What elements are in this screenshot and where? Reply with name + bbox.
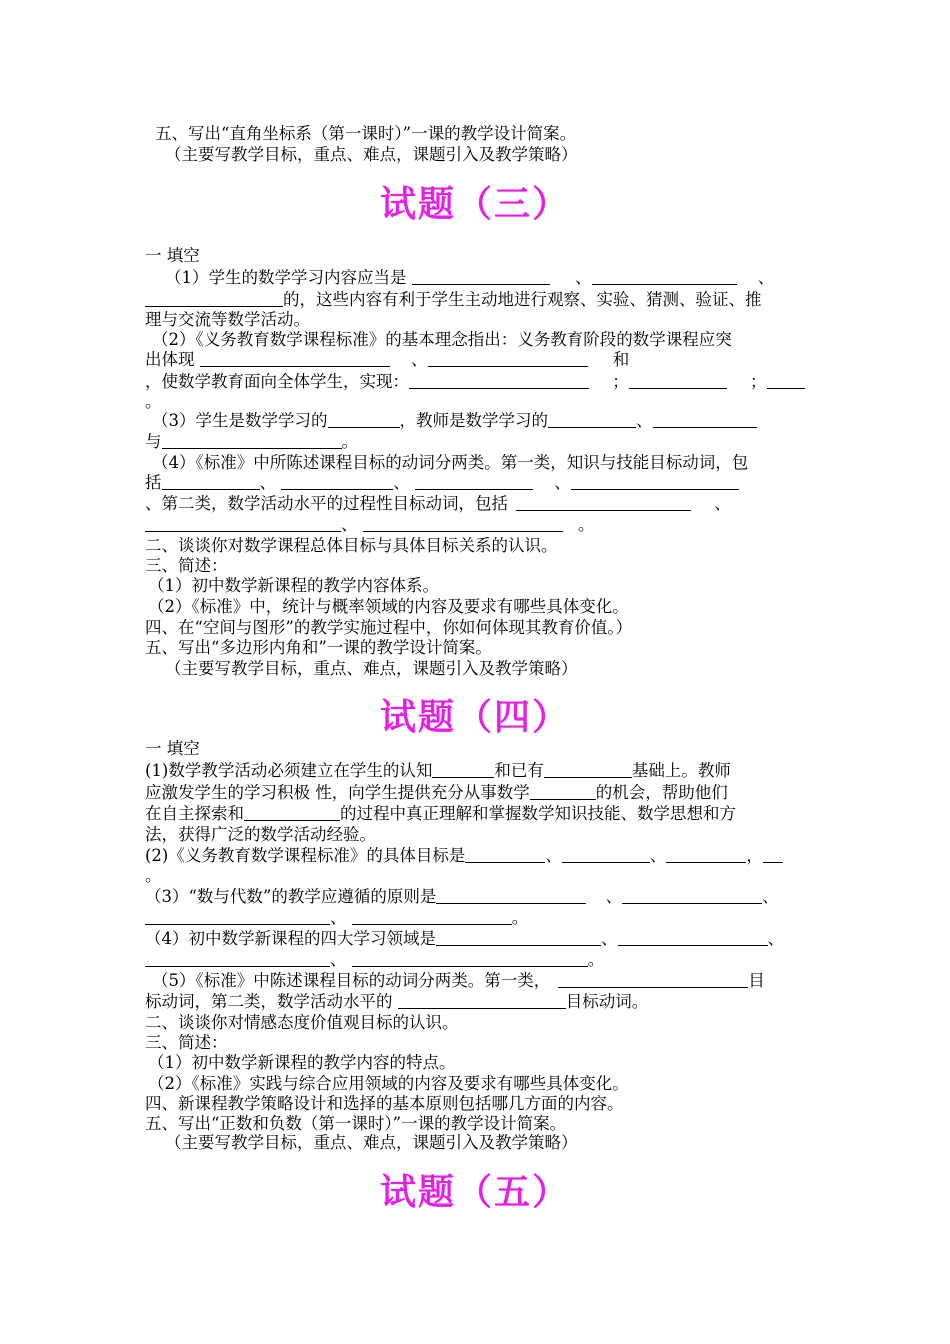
blank[interactable] [465, 846, 545, 863]
blank[interactable] [548, 411, 636, 428]
blank[interactable] [516, 494, 691, 511]
exam3-fill1-line2: 的，这些内容有利于学生主动地进行观察、实验、猜测、验证、推 [145, 290, 762, 310]
exam3-title: 试题（三） [379, 184, 570, 225]
blank[interactable] [592, 268, 737, 285]
exam4-fill2-line2: 。 [145, 866, 162, 885]
exam3-section4: 四、在“空间与图形”的教学实施过程中，你如何体现其教育价值。） [145, 618, 633, 637]
blank[interactable] [666, 846, 746, 863]
blank[interactable] [562, 846, 650, 863]
exam3-section1-heading: 一 填空 [145, 246, 200, 265]
blank[interactable] [145, 515, 341, 532]
exam4-section1-heading: 一 填空 [145, 739, 200, 758]
exam3-fill4-line2: 括 、 、 、 [145, 473, 739, 493]
exam3-fill2-line3: ，使数学教育面向全体学生，实现： ； ； [145, 372, 805, 392]
exam3-fill2-line2: 出体现 、 和 [145, 350, 630, 369]
blank[interactable] [244, 804, 340, 821]
blank[interactable] [162, 473, 260, 490]
blank[interactable] [352, 950, 588, 967]
exam3-section3: 三、简述： [145, 556, 228, 575]
exam3-section3-item2: （2）《标准》中，统计与概率领域的内容及要求有哪些具体变化。 [148, 597, 629, 616]
blank[interactable] [412, 268, 550, 285]
blank[interactable] [352, 908, 512, 925]
exam3-section3-item1: （1）初中数学新课程的教学内容体系。 [148, 576, 439, 595]
exam4-title: 试题（四） [379, 697, 570, 738]
blank[interactable] [763, 846, 783, 863]
blank[interactable] [145, 908, 330, 925]
exam4-fill1-line3: 在自主探索和 的过程中真正理解和掌握数学知识技能、数学思想和方 [145, 804, 736, 823]
q5-heading: 五、写出“直角坐标系（第一课时）”一课的教学设计简案。 [155, 124, 577, 143]
blank[interactable] [363, 515, 563, 532]
blank[interactable] [653, 411, 757, 428]
blank[interactable] [328, 411, 400, 428]
exam3-fill3-line2: 与 。 [145, 432, 358, 451]
exam3-section5: 五、写出“多边形内角和”一课的教学设计简案。 [145, 638, 492, 657]
blank[interactable] [622, 887, 762, 904]
blank[interactable] [162, 432, 342, 449]
exam3-fill3-line1: （3）学生是数学学习的 ，教师是数学学习的 、 [152, 411, 757, 431]
blank[interactable] [145, 950, 330, 967]
blank[interactable] [571, 473, 739, 490]
exam3-fill1-line3: 理与交流等数学活动。 [145, 310, 310, 329]
exam3-fill2-line4: 。 [145, 392, 162, 411]
exam3-fill2-line1: （2）《义务教育数学课程标准》的基本理念指出：义务教育阶段的数学课程应突 [152, 330, 732, 349]
blank[interactable] [530, 783, 596, 800]
exam3-note: （主要写教学目标，重点、难点，课题引入及教学策略） [165, 659, 578, 678]
exam4-fill3-line1: （3）“数与代数”的教学应遵循的原则是 、 、 [145, 887, 779, 906]
blank[interactable] [200, 350, 390, 367]
exam4-section2: 二、谈谈你对情感态度价值观目标的认识。 [145, 1013, 459, 1032]
blank[interactable] [767, 372, 805, 389]
exam4-fill4-line2: 、 。 [145, 950, 604, 970]
exam4-fill1-line2: 应激发学生的学习积极 性，向学生提供充分从事数学 的机会，帮助他们 [145, 783, 728, 802]
exam3-fill4-line4: 、 。 [145, 515, 595, 535]
exam3-section2: 二、谈谈你对数学课程总体目标与具体目标关系的认识。 [145, 536, 558, 555]
blank[interactable] [432, 761, 494, 778]
exam4-fill3-line2: 、 。 [145, 908, 528, 928]
exam4-fill5-line2: 标动词，第二类，数学活动水平的 目标动词。 [145, 992, 649, 1011]
exam4-fill1-line1: (1)数学教学活动必须建立在学生的认知 和已有 基础上。教师 [145, 761, 731, 780]
blank[interactable] [281, 473, 393, 490]
exam4-fill5-line1: （5）《标准》中陈述课程目标的动词分两类。第一类， 目 [152, 971, 765, 990]
blank[interactable] [398, 992, 566, 1009]
blank[interactable] [618, 929, 768, 946]
blank[interactable] [145, 290, 283, 307]
exam4-note: （主要写教学目标，重点、难点，课题引入及教学策略） [165, 1133, 578, 1152]
blank[interactable] [629, 372, 727, 389]
blank[interactable] [428, 350, 588, 367]
exam4-fill4-line1: （4）初中数学新课程的四大学习领域是 、 、 [145, 929, 784, 948]
blank[interactable] [436, 887, 586, 904]
exam5-title: 试题（五） [379, 1172, 570, 1213]
exam3-fill4-line3: 、第二类，数学活动水平的过程性目标动词，包括 、 [145, 494, 731, 513]
exam4-section4: 四、新课程教学策略设计和选择的基本原则包括哪几方面的内容。 [145, 1094, 624, 1113]
blank[interactable] [544, 761, 632, 778]
blank[interactable] [409, 372, 589, 389]
blank[interactable] [415, 473, 533, 490]
blank[interactable] [436, 929, 601, 946]
exam4-fill2-line1: (2)《义务教育数学课程标准》的具体目标是 、 、 ， [145, 846, 783, 866]
q5-note: （主要写教学目标，重点、难点，课题引入及教学策略） [165, 145, 578, 164]
exam4-section3: 三、简述： [145, 1033, 228, 1052]
exam3-fill4-line1: （4）《标准》中所陈述课程目标的动词分两类。第一类，知识与技能目标动词，包 [152, 453, 749, 472]
exam4-section3-item1: （1）初中数学新课程的教学内容的特点。 [148, 1053, 456, 1072]
exam4-section3-item2: （2）《标准》实践与综合应用领域的内容及要求有哪些具体变化。 [148, 1074, 629, 1093]
exam3-fill1-line1: （1）学生的数学学习内容应当是 、 、 [165, 268, 775, 287]
exam4-fill1-line4: 法，获得广泛的数学活动经验。 [145, 825, 376, 844]
exam4-section5: 五、写出“正数和负数（第一课时）”一课的教学设计简案。 [145, 1114, 567, 1133]
blank[interactable] [558, 971, 748, 988]
